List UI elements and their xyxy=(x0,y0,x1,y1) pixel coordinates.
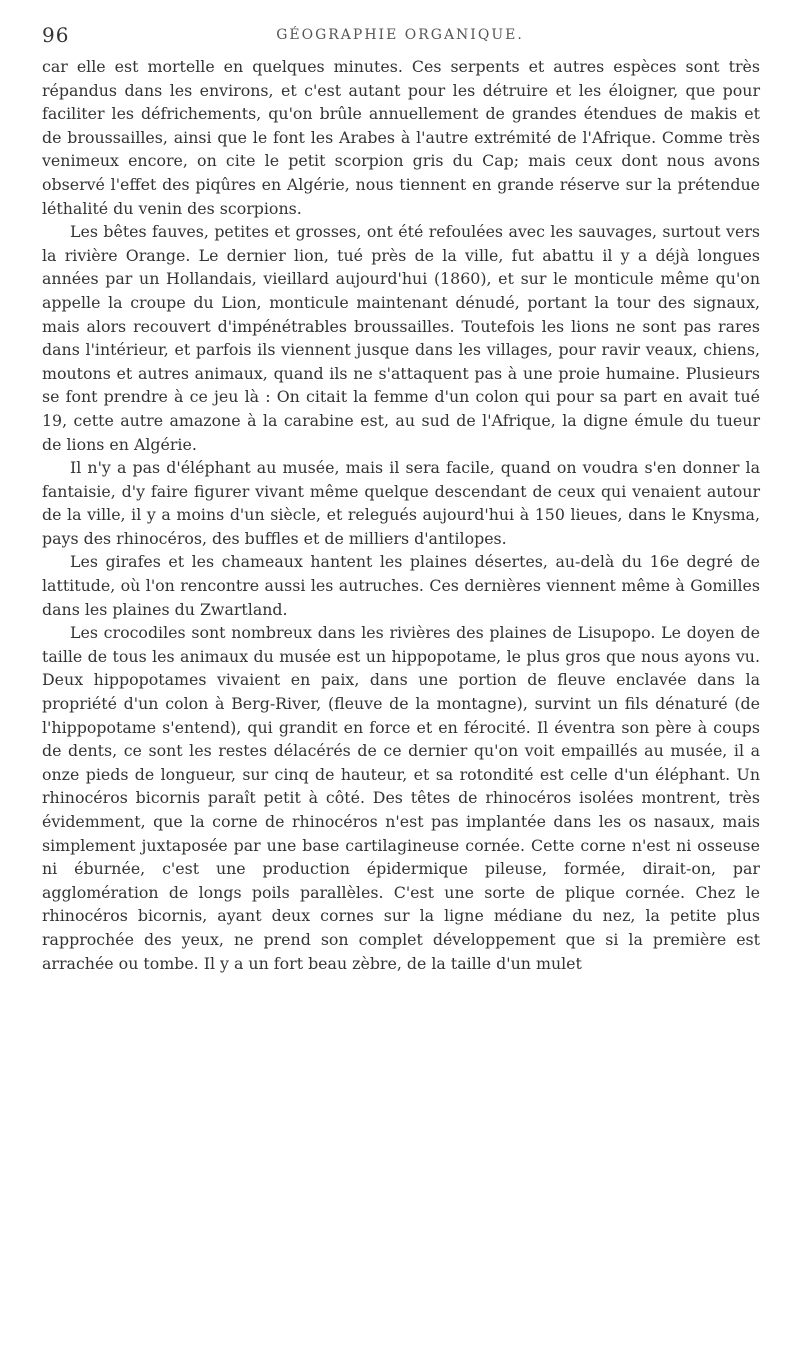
paragraph: car elle est mortelle en quelques minutes. Ces serpents et autres espèces sont très répandus dans les environs, et c'est autant pour les détruire et les éloigner, que pour faciliter les défrichements, qu'on brûle annuellement de grandes étendues de makis et de broussailles, ainsi que le font les Arabes à l'autre extrémité de l'Afrique. Comme très venimeux encore, on cite le petit scorpion gris du Cap; mais ceux dont nous avons observé l'effet des piqûres en Algérie, nous tiennent en grande réserve sur la prétendue léthalité du venin des scorpions. xyxy=(42,57,760,218)
page-header xyxy=(42,24,758,46)
paragraph: Les bêtes fauves, petites et grosses, ont été refoulées avec les sauvages, surtout vers la rivière Orange. Le dernier lion, tué près de la ville, fut abattu il y a déjà longues années par un Hollandais, vieillard aujourd'hui (1860), et sur le monticule même qu'on appelle la croupe du Lion, monticule maintenant dénudé, portant la tour des signaux, mais alors recouvert d'impénétrables broussailles. Toutefois les lions ne sont pas rares dans l'intérieur, et parfois ils viennent jusque dans les villages, pour ravir veaux, chiens, moutons et autres animaux, quand ils ne s'attaquent pas à une proie humaine. Plusieurs se font prendre à ce jeu là : On citait la femme d'un colon qui pour sa part en avait tué 19, cette autre amazone à la carabine est, au sud de l'Afrique, la digne émule du tueur de lions en Algérie. xyxy=(42,222,760,454)
body-text xyxy=(42,55,760,975)
running-title: GÉOGRAPHIE ORGANIQUE. xyxy=(276,27,524,43)
paragraph: Les crocodiles sont nombreux dans les rivières des plaines de Lisupopo. Le doyen de taille de tous les animaux du musée est un hippopotame, le plus gros que nous ayons vu. Deux hippopotames vivaient en paix, dans une portion de fleuve enclavée dans la propriété d'un colon à Berg-River, (fleuve de la montagne), survint un fils dénaturé (de l'hippopotame s'entend), qui grandit en force et en férocité. Il éventra son père à coups de dents, ce sont les restes délacérés de ce dernier qu'on voit empaillés au musée, il a onze pieds de longueur, sur cinq de hauteur, et sa rotondité est celle d'un éléphant. Un rhinocéros bicornis paraît petit à côté. Des têtes de rhinocéros isolées montrent, très évidemment, que la corne de rhinocéros n'est pas implantée dans les os nasaux, mais simplement juxtaposée par une base cartilagineuse cornée. Cette corne n'est ni osseuse ni éburnée, c'est une production épidermique pileuse, formée, dirait-on, par agglomération de longs poils parallèles. C'est une sorte de plique cornée. Chez le rhinocéros bicornis, ayant deux cornes sur la ligne médiane du nez, la petite plus rapprochée des yeux, ne prend son complet développement que si la première est arrachée ou tombe. Il y a un fort beau zèbre, de la taille d'un mulet xyxy=(42,623,760,973)
paragraph: Les girafes et les chameaux hantent les plaines désertes, au-delà du 16e degré de lattitude, où l'on rencontre aussi les autruches. Ces dernières viennent même à Gomilles dans les plaines du Zwartland. xyxy=(42,552,760,619)
page-number: 96 xyxy=(42,23,70,47)
paragraph: Il n'y a pas d'éléphant au musée, mais il sera facile, quand on voudra s'en donner la fantaisie, d'y faire figurer vivant même quelque descendant de ceux qui venaient autour de la ville, il y a moins d'un siècle, et relegués aujourd'hui à 150 lieues, dans le Knysma, pays des rhinocéros, des buffles et de milliers d'antilopes. xyxy=(42,458,760,548)
